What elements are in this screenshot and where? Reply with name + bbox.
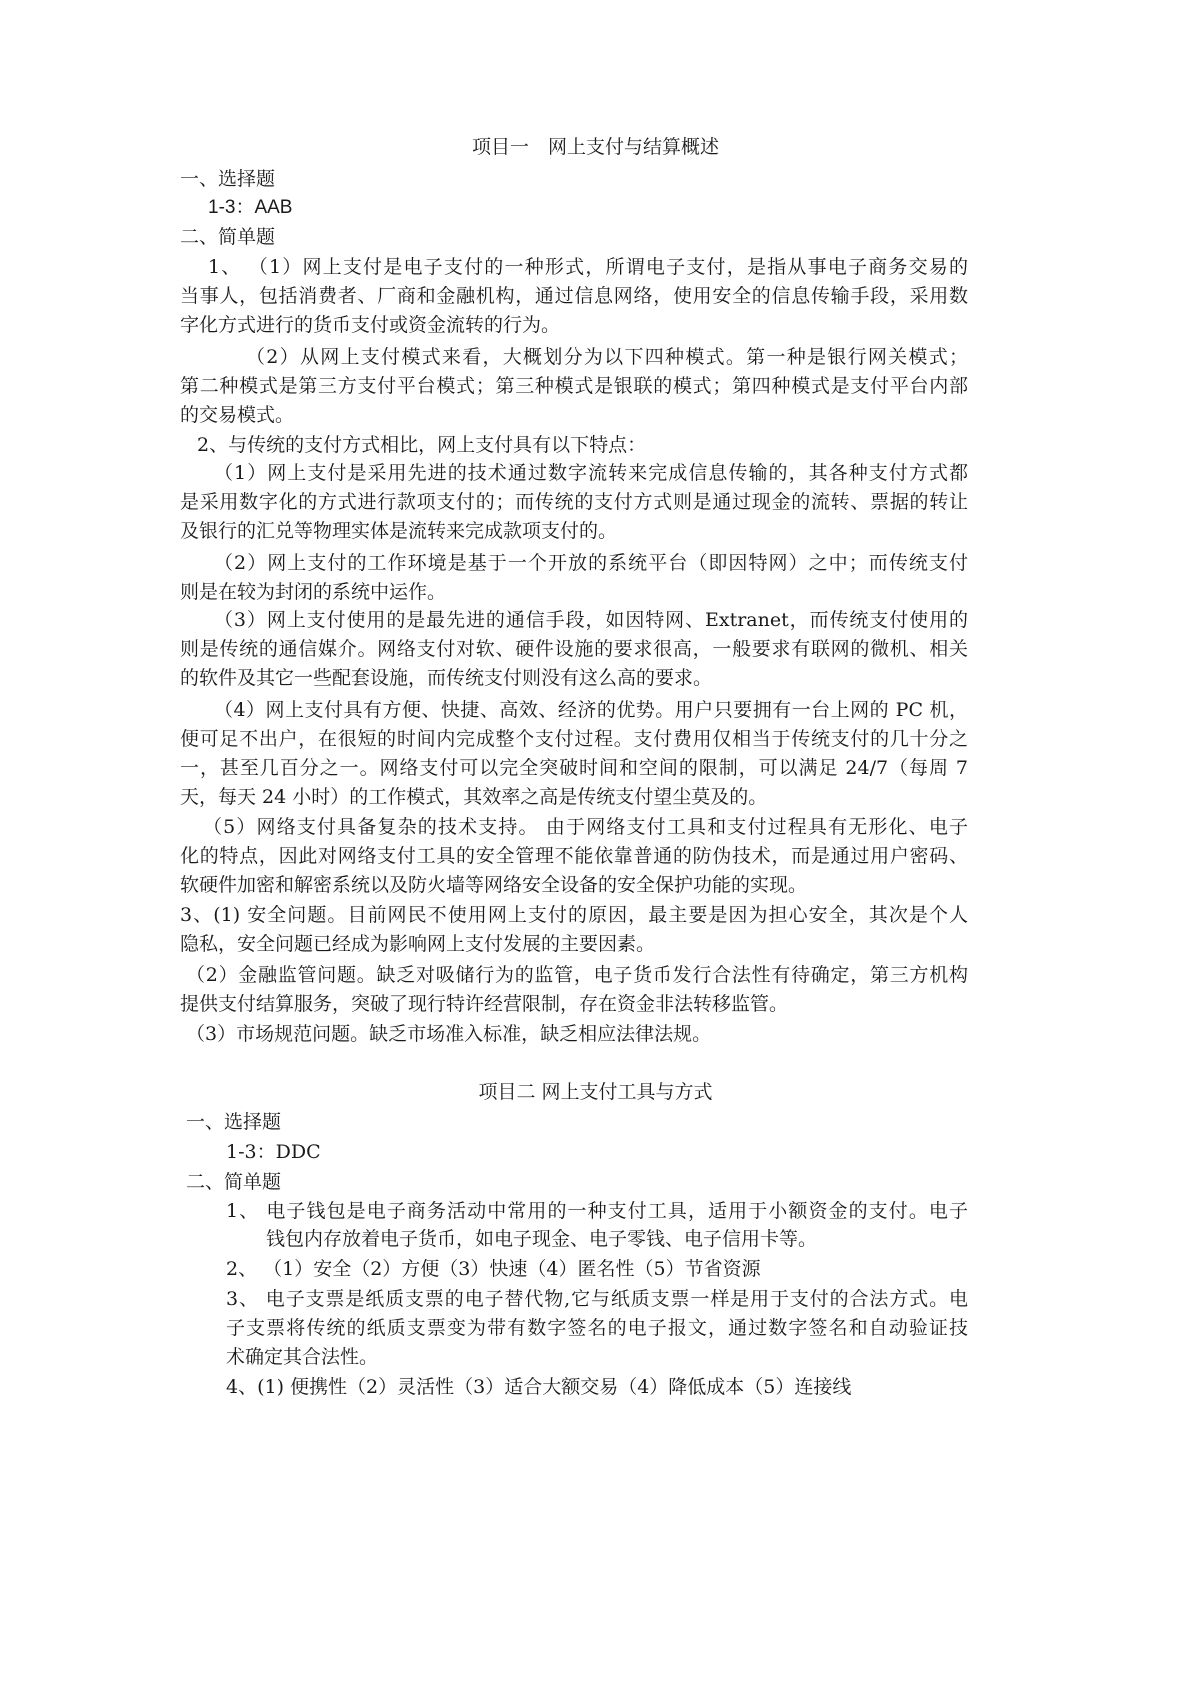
s1-line-7: 2、与传统的支付方式相比，网上支付具有以下特点： (197, 434, 647, 456)
s1-line-23: 3、(1) 安全问题。目前网民不使用网上支付的原因，最主要是因为担心安全，其次是个人 (180, 904, 968, 926)
section2-short-heading: 二、简单题 (186, 1171, 282, 1193)
s1-line-21: 化的特点，因此对网络支付工具的安全管理不能依靠普通的防伪技术，而是通过用户密码、 (180, 845, 968, 867)
s1-line-3: 字化方式进行的货币支付或资金流转的行为。 (180, 314, 561, 336)
s1-line-18: 一，甚至几百分之一。网络支付可以完全突破时间和空间的限制，可以满足 24/7（每周 7 (180, 757, 968, 779)
s1-line-8: （1）网上支付是采用先进的技术通过数字流转来完成信息传输的，其各种支付方式都 (214, 462, 968, 484)
section1-title: 项目一 网上支付与结算概述 (471, 136, 719, 158)
section2-choice-answer: 1-3：DDC (226, 1141, 321, 1163)
s1-line-24: 隐私，安全问题已经成为影响网上支付发展的主要因素。 (180, 933, 656, 955)
section1-short-heading: 二、简单题 (180, 226, 276, 248)
s2-line-5: 子支票将传统的纸质支票变为带有数字签名的电子报文，通过数字签名和自动验证技 (226, 1317, 968, 1339)
s1-line-11: （2）网上支付的工作环境是基于一个开放的系统平台（即因特网）之中；而传统支付 (214, 552, 968, 574)
s1-line-9: 是采用数字化的方式进行款项支付的；而传统的支付方式则是通过现金的流转、票据的转让 (180, 491, 968, 513)
s1-line-5: 第二种模式是第三方支付平台模式；第三种模式是银联的模式；第四种模式是支付平台内部 (180, 375, 968, 397)
s2-line-2: 钱包内存放着电子货币，如电子现金、电子零钱、电子信用卡等。 (266, 1228, 818, 1250)
s1-line-13: （3）网上支付使用的是最先进的通信手段，如因特网、Extranet，而传统支付使用的 (214, 609, 968, 631)
s1-line-26: 提供支付结算服务，突破了现行特许经营限制，存在资金非法转移监管。 (180, 993, 789, 1015)
s2-line-3: 2、 （1）安全（2）方便（3）快速（4）匿名性（5）节省资源 (226, 1258, 761, 1280)
section2-title: 项目二 网上支付工具与方式 (478, 1081, 713, 1103)
section2-choice-heading: 一、选择题 (186, 1111, 282, 1133)
s1-line-25: （2）金融监管问题。缺乏对吸储行为的监管，电子货币发行合法性有待确定，第三方机构 (186, 964, 968, 986)
s1-line-19: 天，每天 24 小时）的工作模式，其效率之高是传统支付望尘莫及的。 (180, 786, 768, 808)
s2-line-1: 1、 电子钱包是电子商务活动中常用的一种支付工具，适用于小额资金的支付。电子 (226, 1200, 968, 1222)
section1-choice-heading: 一、选择题 (180, 168, 276, 190)
s2-line-4: 3、 电子支票是纸质支票的电子替代物,它与纸质支票一样是用于支付的合法方式。电 (226, 1288, 968, 1310)
s1-line-1: 1、 （1）网上支付是电子支付的一种形式，所谓电子支付，是指从事电子商务交易的 (208, 256, 968, 278)
s1-line-2: 当事人，包括消费者、厂商和金融机构，通过信息网络，使用安全的信息传输手段，采用数 (180, 285, 968, 307)
s1-line-10: 及银行的汇兑等物理实体是流转来完成款项支付的。 (180, 520, 618, 542)
section1-choice-answer: 1-3：AAB (208, 197, 293, 218)
s1-line-16: （4）网上支付具有方便、快捷、高效、经济的优势。用户只要拥有一台上网的 PC 机， (214, 699, 968, 721)
s1-line-6: 的交易模式。 (180, 404, 295, 426)
s2-line-7: 4、(1) 便携性（2）灵活性（3）适合大额交易（4）降低成本（5）连接线 (226, 1376, 852, 1398)
s1-line-20: （5）网络支付具备复杂的技术支持。 由于网络支付工具和支付过程具有无形化、电子 (203, 816, 968, 838)
s1-line-15: 的软件及其它一些配套设施，而传统支付则没有这么高的要求。 (180, 667, 713, 689)
s1-line-14: 则是传统的通信媒介。网络支付对软、硬件设施的要求很高，一般要求有联网的微机、相关 (180, 638, 968, 660)
s1-line-17: 便可足不出户，在很短的时间内完成整个支付过程。支付费用仅相当于传统支付的几十分之 (180, 728, 968, 750)
s1-line-4: （2）从网上支付模式来看，大概划分为以下四种模式。第一种是银行网关模式； (246, 346, 968, 368)
s1-line-27: （3）市场规范问题。缺乏市场准入标准，缺乏相应法律法规。 (186, 1023, 712, 1045)
s2-line-6: 术确定其合法性。 (226, 1346, 379, 1368)
s1-line-12: 则是在较为封闭的系统中运作。 (180, 581, 447, 603)
s1-line-22: 软硬件加密和解密系统以及防火墙等网络安全设备的安全保护功能的实现。 (180, 874, 808, 896)
